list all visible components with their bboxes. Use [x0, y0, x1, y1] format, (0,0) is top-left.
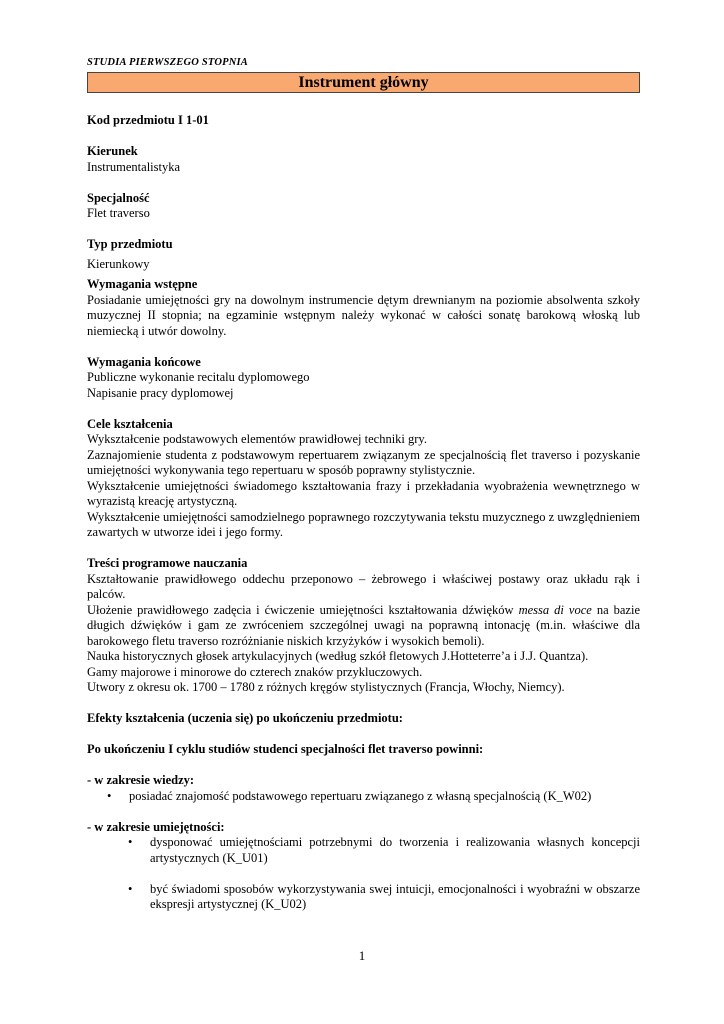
study-level-label: STUDIA PIERWSZEGO STOPNIA	[87, 57, 248, 68]
program-paragraph: Gamy majorowe i minorowe do czterech znaków przykluczowych.	[87, 664, 423, 679]
program-italic-term: messa di voce	[518, 602, 592, 617]
course-type-label: Typ przedmiotu	[87, 237, 173, 251]
course-code: Kod przedmiotu I 1-01	[87, 113, 209, 127]
entry-requirements-text: Posiadanie umiejętności gry na dowolnym instrumencie dętym drewnianym na poziomie absolwenta szkoły muzycznej II stopnia; na egzaminie wstępnym należy wykonać w całości sonatę barokową włoską lub niemiecką i utwór dowolny.	[87, 292, 640, 338]
knowledge-label: - w zakresie wiedzy:	[87, 773, 195, 787]
goals-section	[87, 417, 640, 541]
program-paragraph	[87, 603, 640, 650]
specialty-section	[87, 191, 640, 222]
program-section	[87, 556, 640, 696]
specialty-value: Flet traverso	[87, 206, 150, 220]
field-label: Kierunek	[87, 144, 138, 158]
skills-item	[87, 882, 640, 913]
document-page	[87, 56, 640, 913]
outcomes-intro: Po ukończeniu I cyklu studiów studenci specjalności flet traverso powinni:	[87, 742, 484, 756]
program-text: Ułożenie prawidłowego zadęcia i ćwiczenie umiejętności kształtowania dźwięków	[87, 602, 519, 617]
program-paragraph: Utwory z okresu ok. 1700 – 1780 z różnych kręgów stylistycznych (Francja, Włochy, Niemcy).	[87, 680, 565, 694]
goal-paragraph: Wykształcenie umiejętności samodzielnego poprawnego rozczytywania tekstu muzycznego z uwzględnieniem zawartych w utworze idei i jego formy.	[87, 509, 640, 539]
final-requirements-section	[87, 355, 640, 402]
skills-section	[87, 820, 640, 913]
bullet-icon: •	[128, 881, 133, 896]
knowledge-item	[87, 789, 640, 805]
page-number: 1	[358, 948, 366, 963]
bullet-icon: •	[107, 788, 112, 803]
final-requirement-line: Publiczne wykonanie recitalu dyplomowego	[87, 370, 310, 384]
final-requirement-line: Napisanie pracy dyplomowej	[87, 385, 234, 400]
goal-paragraph: Zaznajomienie studenta z podstawowym repertuarem związanym ze specjalnością flet traverso i pozyskanie umiejętności wykonywania tego repertuaru w sposób poprawny stylistycznie.	[87, 447, 640, 477]
specialty-label: Specjalność	[87, 190, 150, 205]
program-paragraph: Kształtowanie prawidłowego oddechu przeponowo – żebrowego i właściwej postawy oraz układu rąk i palców.	[87, 571, 640, 601]
goals-label: Cele kształcenia	[87, 416, 173, 431]
program-text: na bazie długich dźwięków i gam ze zwróceniem szczególnej uwagi na poprawną intonację (m.in. właściwe dla barokowego fletu traverso rozróżnianie niskich krzyżyków i wysokich bemoli).	[87, 602, 641, 648]
knowledge-section	[87, 773, 640, 804]
program-paragraph: Nauka historycznych głosek artykulacyjnych (według szkół fletowych J.Hotteterre’a i J.J. Quantza).	[87, 649, 589, 663]
document-title: Instrument główny	[87, 72, 640, 93]
course-type-value: Kierunkowy	[87, 256, 150, 271]
field-value: Instrumentalistyka	[87, 159, 181, 174]
knowledge-item-text: posiadać znajomość podstawowego repertuaru związanego z własną specjalnością (K_W02)	[129, 788, 592, 803]
final-requirements-label: Wymagania końcowe	[87, 354, 201, 369]
program-label: Treści programowe nauczania	[87, 556, 248, 570]
bullet-icon: •	[128, 835, 133, 849]
skills-label: - w zakresie umiejętności:	[87, 819, 225, 834]
goal-paragraph: Wykształcenie podstawowych elementów prawidłowej techniki gry.	[87, 432, 427, 446]
entry-requirements-label: Wymagania wstępne	[87, 277, 198, 291]
skills-item-text: dysponować umiejętnościami potrzebnymi do tworzenia i realizowania własnych koncepcji artystycznych (K_U01)	[150, 835, 640, 865]
course-type-section	[87, 237, 640, 272]
outcomes-heading: Efekty kształcenia (uczenia się) po ukończeniu przedmiotu:	[87, 711, 403, 725]
skills-item	[87, 835, 640, 866]
skills-item-text: być świadomi sposobów wykorzystywania swej intuicji, emocjonalności i wyobraźni w obszarze ekspresji artystycznej (K_U02)	[150, 881, 640, 911]
entry-requirements-section	[87, 277, 640, 339]
goal-paragraph: Wykształcenie umiejętności świadomego kształtowania frazy i przekładania wyobrażenia wewnętrznego w wyrazistą kreację artystyczną.	[87, 478, 640, 508]
field-section	[87, 144, 640, 175]
